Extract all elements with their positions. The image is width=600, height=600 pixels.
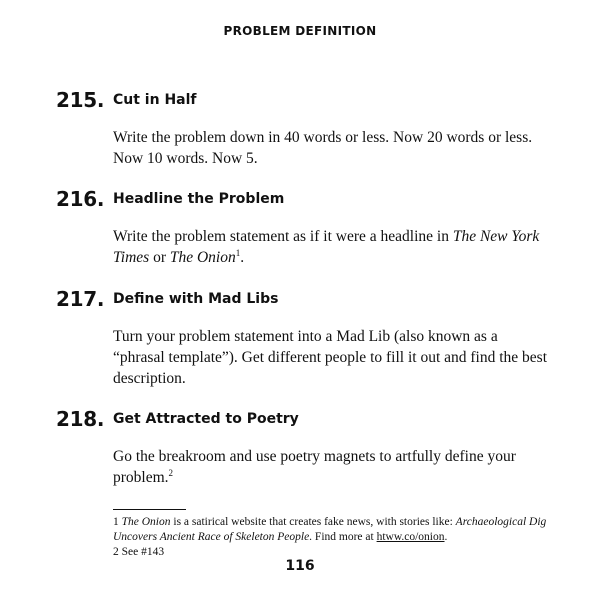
- entry-title: Cut in Half: [113, 92, 197, 108]
- entry-body-text: Go the breakroom and use poetry magnets to artfully define your problem.: [113, 448, 516, 486]
- entry-number: 215.: [56, 88, 105, 112]
- entry-number: 217.: [56, 287, 105, 311]
- footnotes: [113, 515, 553, 560]
- entry-title: Define with Mad Libs: [113, 291, 279, 307]
- footnote-link[interactable]: htww.co/onion: [376, 531, 445, 543]
- entry-body: [113, 226, 553, 268]
- footnote-text: . Find more at: [309, 531, 377, 543]
- page-number: 116: [285, 558, 315, 574]
- footnote-em: Archaeological Dig Uncovers Ancient Race of Skeleton People: [113, 516, 547, 543]
- entry-body: Turn your problem statement into a Mad Lib (also known as a “phrasal template”). Get different people to fill it out and find the best description.: [113, 328, 547, 387]
- publication-name: The New York Times: [113, 228, 540, 266]
- entry-number: 218.: [56, 407, 105, 431]
- footnote-1: [113, 515, 553, 545]
- footnote-marker: 2: [168, 467, 174, 478]
- footnote-text: is a satirical website that creates fake news, with stories like:: [170, 516, 456, 528]
- entry-body-text: .: [240, 249, 245, 266]
- footnote-marker: 1: [235, 247, 241, 258]
- footnote-divider: [113, 509, 186, 510]
- publication-name: The Onion: [169, 249, 236, 266]
- running-header: PROBLEM DEFINITION: [223, 24, 377, 38]
- entry-body: Write the problem down in 40 words or less. Now 20 words or less. Now 10 words. Now 5.: [113, 129, 533, 167]
- entry-title: Headline the Problem: [113, 191, 285, 207]
- entry-body: [113, 446, 553, 488]
- footnote-number: 1: [113, 516, 119, 528]
- entry-number: 216.: [56, 187, 105, 211]
- footnote-2: 2 See #143: [113, 546, 165, 558]
- entry-title: Get Attracted to Poetry: [113, 411, 299, 427]
- footnote-em: The Onion: [121, 516, 171, 528]
- footnote-text: .: [444, 531, 448, 543]
- entry-body-text: or: [149, 249, 170, 266]
- entry-body-text: Write the problem statement as if it were a headline in: [113, 228, 453, 245]
